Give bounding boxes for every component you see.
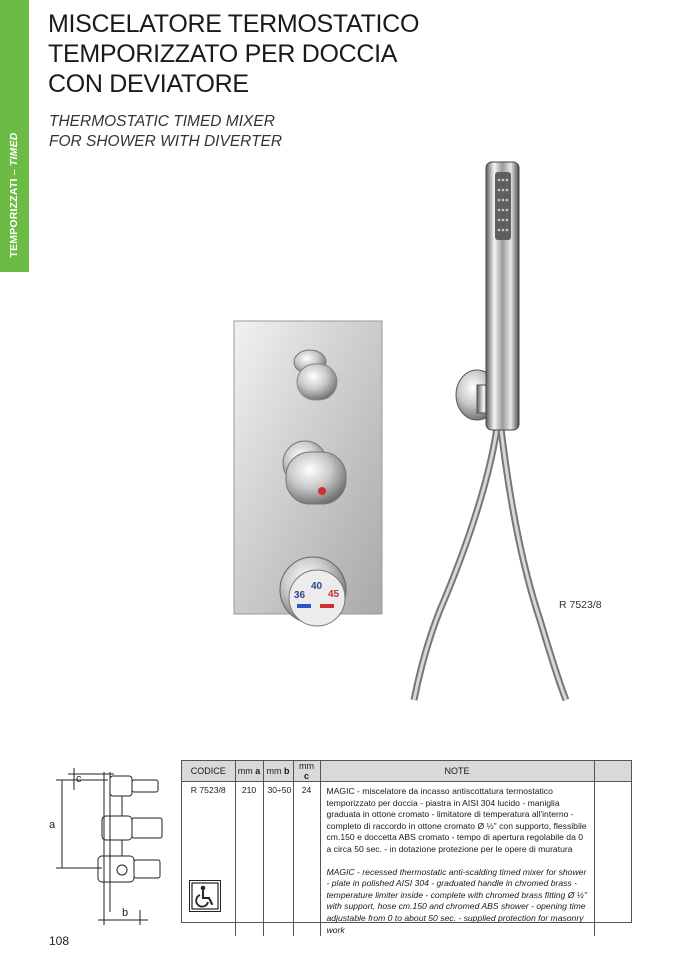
header-mm-b: mm b	[263, 761, 293, 782]
cell-mm-c: 24	[293, 782, 320, 937]
hand-shower	[486, 162, 519, 430]
header-codice: CODICE	[182, 761, 235, 782]
table-row	[182, 782, 631, 937]
dial-number: 45	[328, 589, 340, 600]
shower-hose	[414, 420, 566, 700]
dial-number: 36	[294, 590, 306, 601]
subtitle-line: FOR SHOWER WITH DIVERTER	[49, 133, 283, 150]
title-line: MISCELATORE TERMOSTATICO	[48, 10, 420, 38]
cell-codice: R 7523/8	[182, 782, 235, 937]
header-mm-a: mm a	[235, 761, 263, 782]
cell-mm-b: 30÷50	[263, 782, 293, 937]
thermostatic-dial	[280, 557, 346, 626]
dim-label-c: c	[76, 773, 82, 785]
header-mm-c: mm c	[293, 761, 320, 782]
technical-drawing	[44, 760, 179, 930]
product-code-caption: R 7523/8	[559, 599, 602, 611]
title-line: TEMPORIZZATO PER DOCCIA	[48, 40, 398, 68]
dim-label-a: a	[49, 819, 56, 831]
section-tab-label: TEMPORIZZATI – TIMED	[8, 132, 20, 258]
subtitle-line: THERMOSTATIC TIMED MIXER	[49, 113, 275, 130]
spec-table	[181, 760, 632, 935]
header-note: NOTE	[320, 761, 594, 782]
note-italian: MAGIC - miscelatore da incasso antiscottatura termostatico temporizzato per doccia - piastra in AISI 304 lucido - maniglia graduata in ottone cromato - limitatore di temperatura all'interno - completo di raccordo in ottone cromato Ø ½" con supporto, flessibile cm.150 e doccetta ABS cromato - tempo di apertura regolabile da 0 a circa 50 sec. - in dotazione protezione per le opere di muratura	[326, 786, 587, 854]
cell-note	[320, 782, 594, 937]
cell-mm-a: 210	[235, 782, 263, 937]
wheelchair-accessible-icon	[189, 880, 221, 912]
page-number: 108	[49, 934, 70, 948]
dial-number: 40	[311, 581, 323, 592]
note-english: MAGIC - recessed thermostatic anti-scalding timed mixer for shower - plate in polished AISI 304 - graduated handle in chromed brass -temperature limiter inside - complete with chromed brass fitting Ø ½" with support, hose cm.150 and chromed ABS shower - opening time adjustable from 0 to about 50 sec. - supplied protection for masonry work	[326, 866, 587, 935]
cell-blank	[594, 782, 631, 937]
title-line: CON DEVIATORE	[48, 70, 249, 98]
header-blank	[594, 761, 631, 782]
dim-label-b: b	[122, 907, 129, 919]
